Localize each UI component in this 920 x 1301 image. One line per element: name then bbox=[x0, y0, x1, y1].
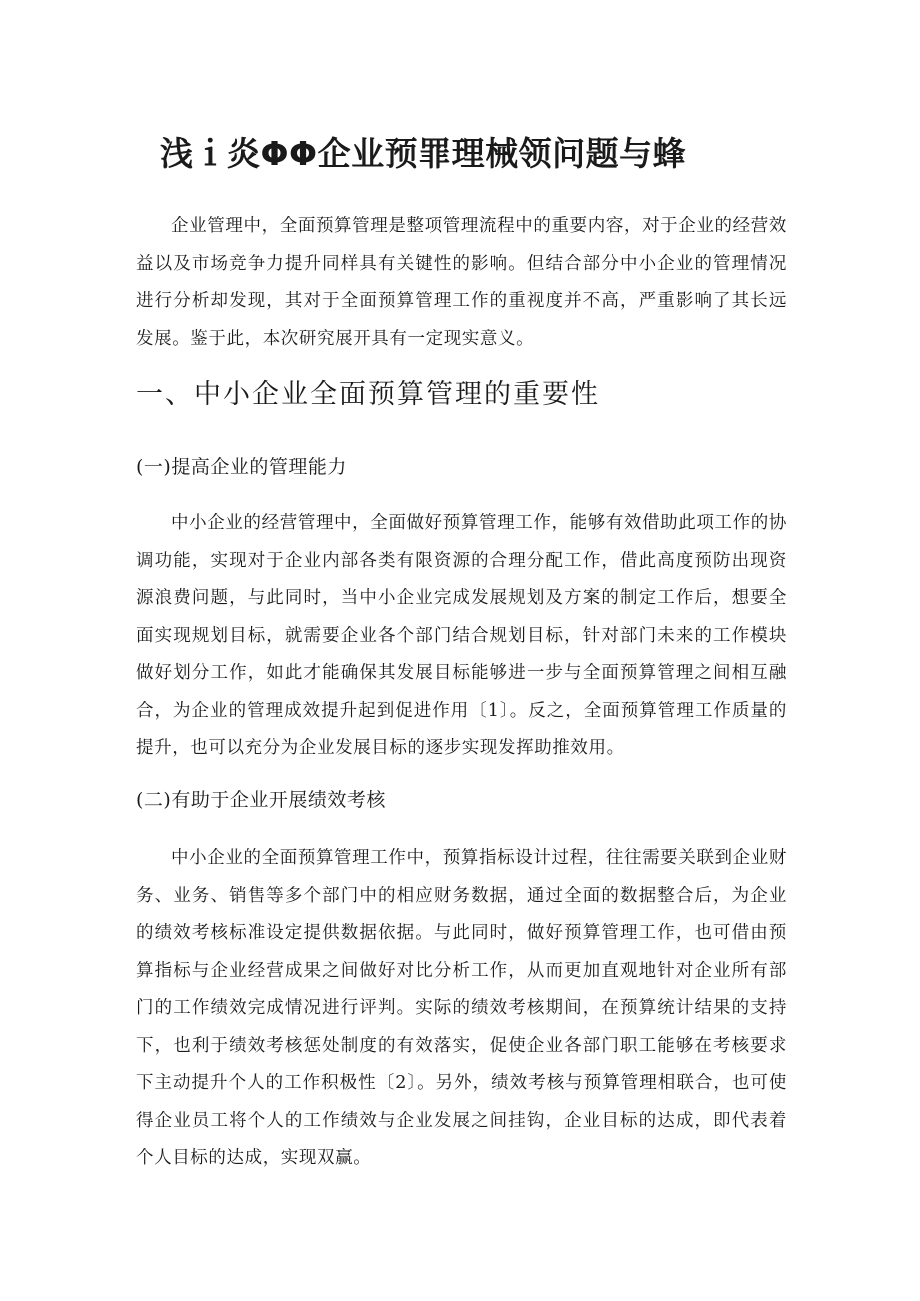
document-title: 浅ｉ炎ΦΦ企业预罪理械领问题与蜂 bbox=[160, 134, 687, 173]
section-heading: 一、中小企业全面预算管理的重要性 bbox=[136, 379, 600, 410]
subsection-2-paragraph: 中小企业的全面预算管理工作中，预算指标设计过程，往往需要关联到企业财务、业务、销售等多个部门中的相应财务数据，通过全面的数据整合后，为企业的绩效考核标准设定提供数据依据。与此同时，做好预算管理工作，也可借由预算指标与企业经营成果之间做好对比分析工作，从而更加直观地针对企业所有部门的工作绩效完成情况进行评判。实际的绩效考核期间，在预算统计结果的支持下，也利于绩效考核惩处制度的有效落实，促使企业各部门职工能够在考核要求下主动提升个人的工作积极性〔2〕。另外，绩效考核与预算管理相联合，也可使得企业员工将个人的工作绩效与企业发展之间挂钩，企业目标的达成，即代表着个人目标的达成，实现双赢。 bbox=[136, 848, 787, 1168]
subsection-heading-1: (一)提高企业的管理能力 bbox=[136, 456, 347, 478]
subsection-heading-2: (二)有助于企业开展绩效考核 bbox=[136, 789, 386, 811]
subsection-1-paragraph: 中小企业的经营管理中，全面做好预算管理工作，能够有效借助此项工作的协调功能，实现对于企业内部各类有限资源的合理分配工作，借此高度预防出现资源浪费问题，与此同时，当中小企业完成发展规划及方案的制定工作后，想要全面实现规划目标，就需要企业各个部门结合规划目标，针对部门未来的工作模块做好划分工作，如此才能确保其发展目标能够进一步与全面预算管理之间相互融合，为企业的管理成效提升起到促进作用〔1〕。反之，全面预算管理工作质量的提升，也可以充分为企业发展目标的逐步实现发挥助推效用。 bbox=[136, 513, 787, 758]
intro-paragraph: 企业管理中，全面预算管理是整项管理流程中的重要内容，对于企业的经营效益以及市场竞争力提升同样具有关键性的影响。但结合部分中小企业的管理情况进行分析却发现，其对于全面预算管理工作的重视度并不高，严重影响了其长远发展。鉴于此，本次研究展开具有一定现实意义。 bbox=[136, 216, 787, 349]
